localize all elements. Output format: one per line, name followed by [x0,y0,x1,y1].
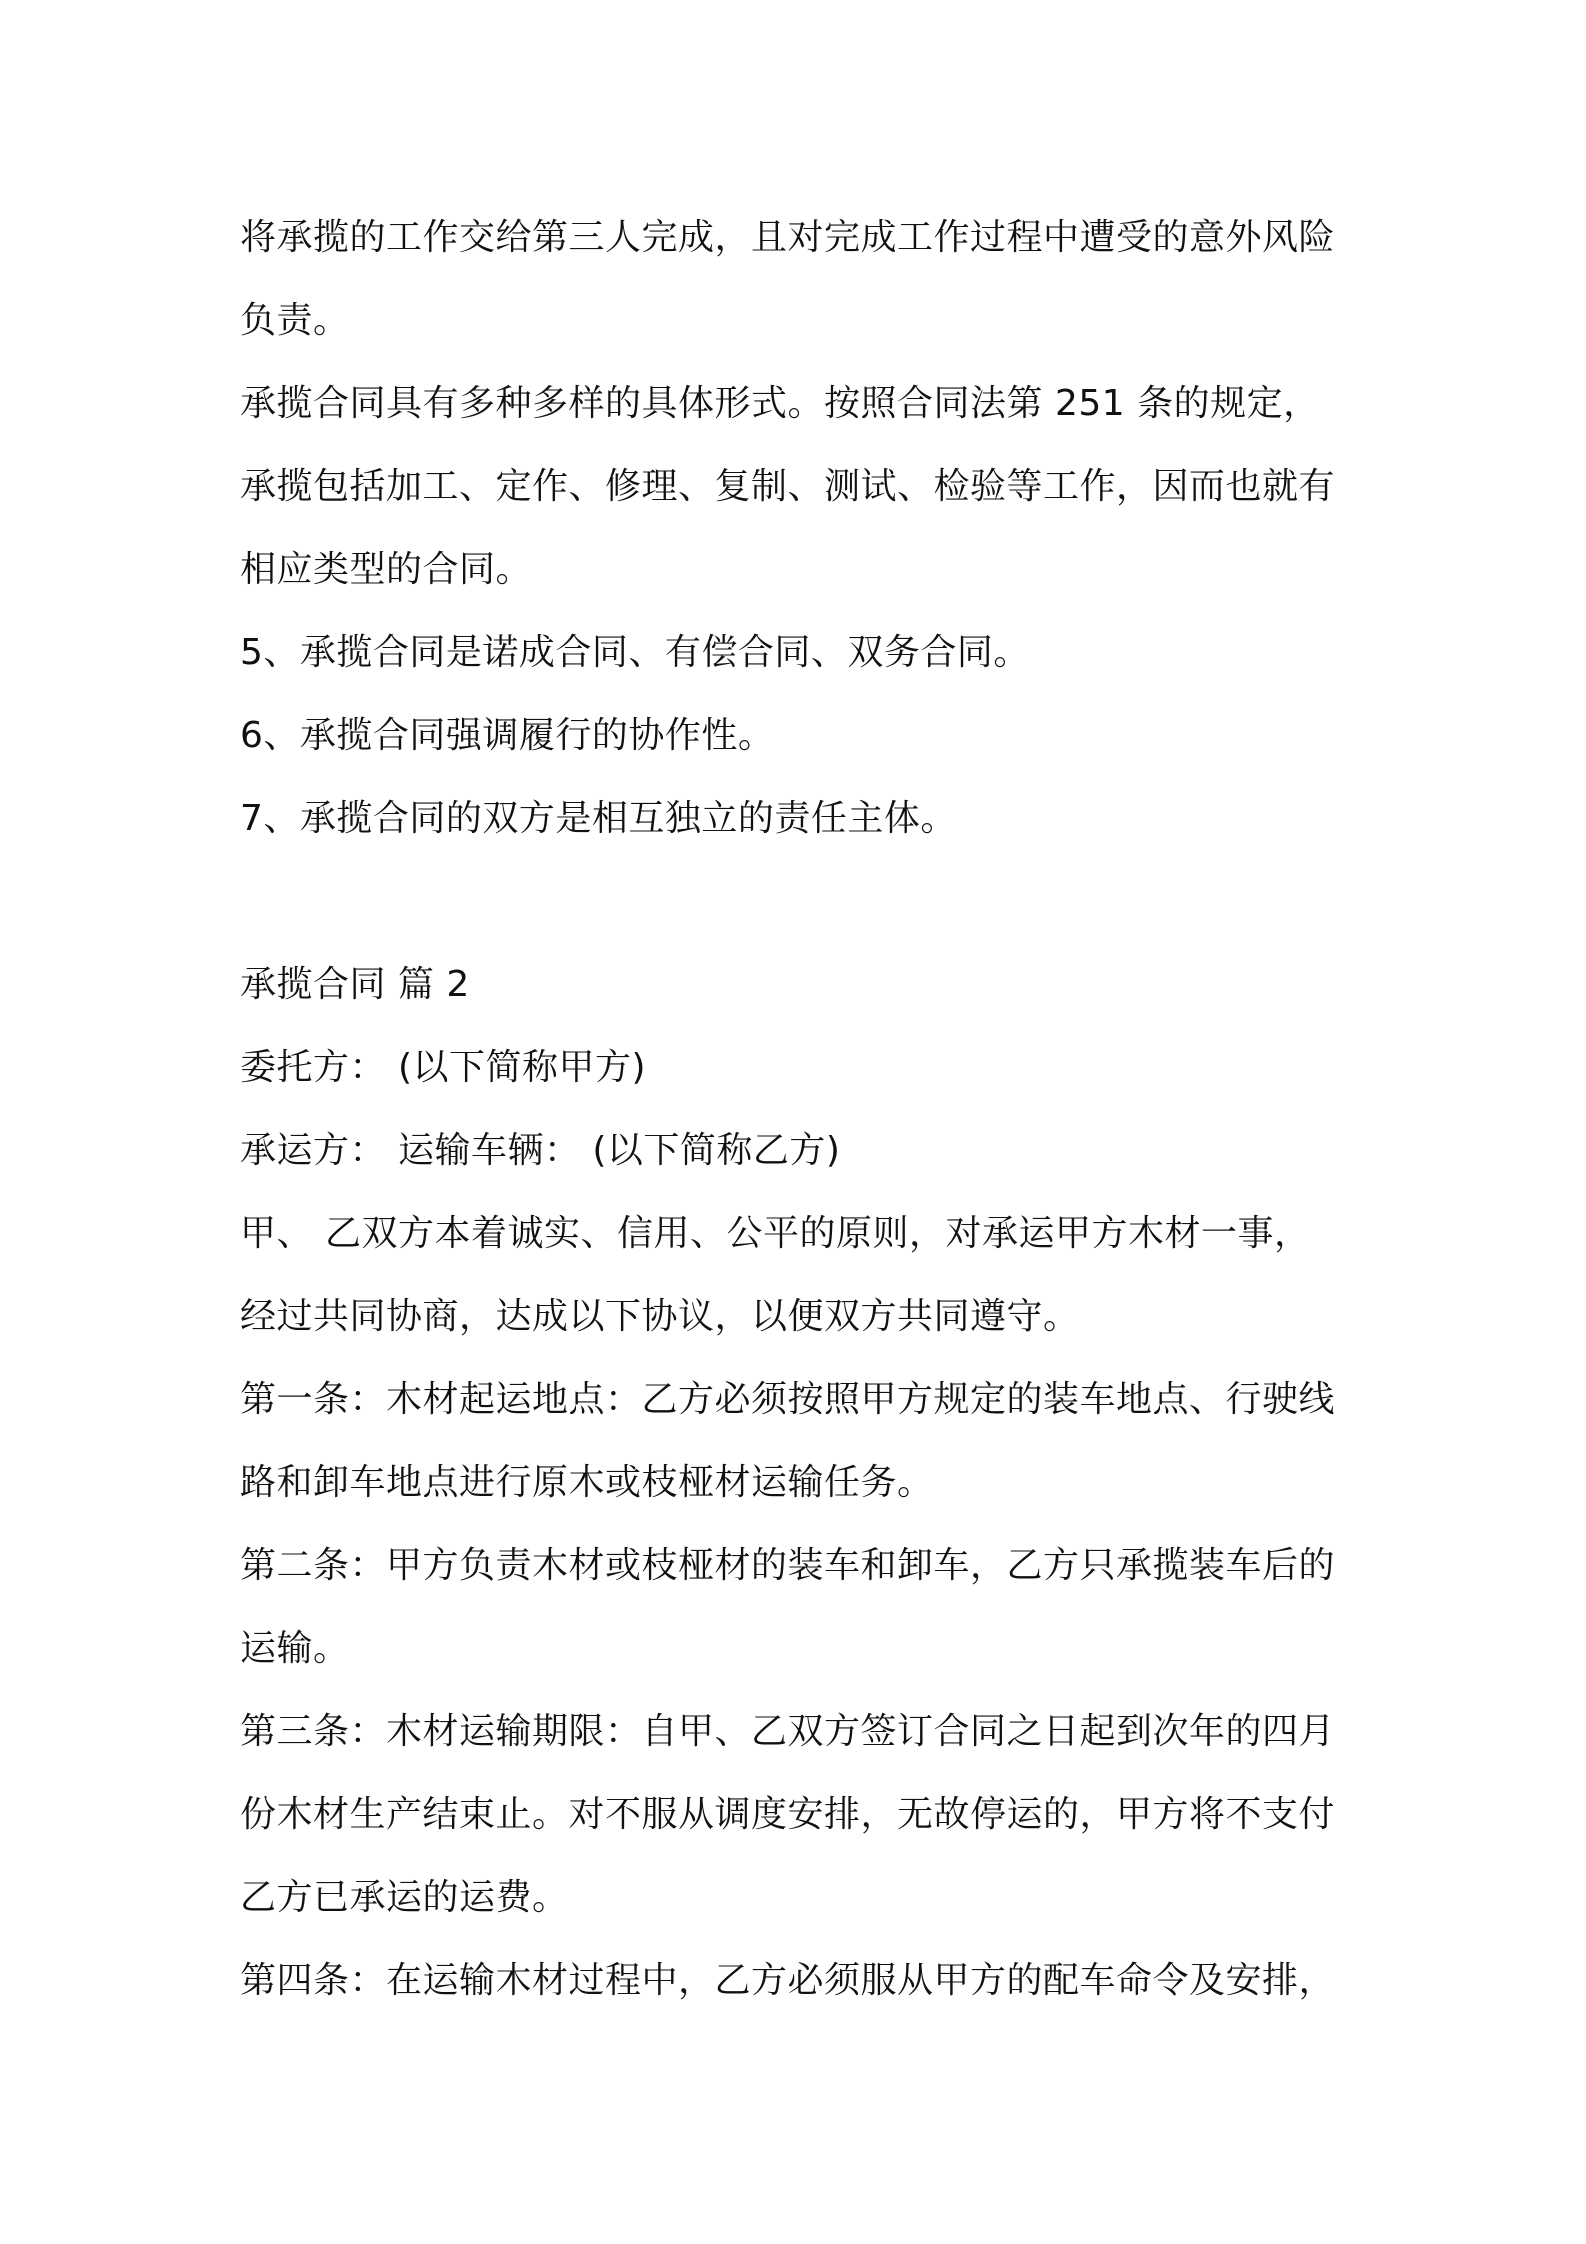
paragraph-line: 将承揽的工作交给第三人完成，且对完成工作过程中遭受的意外风险 [240,217,1336,258]
paragraph-line: 经过共同协商，达成以下协议，以便双方共同遵守。 [240,1296,1080,1337]
list-item: 7、承揽合同的双方是相互独立的责任主体。 [240,798,957,839]
party-line: 承运方： 运输车辆： (以下简称乙方) [240,1130,841,1171]
paragraph-line: 甲、 乙双方本着诚实、信用、公平的原则，对承运甲方木材一事， [240,1213,1311,1254]
paragraph-line: 承揽包括加工、定作、修理、复制、测试、检验等工作，因而也就有 [240,466,1336,507]
article-line: 路和卸车地点进行原木或枝桠材运输任务。 [240,1462,934,1503]
article-line: 第二条：甲方负责木材或枝桠材的装车和卸车，乙方只承揽装车后的 [240,1545,1336,1586]
document-body [240,196,1350,2022]
article-line: 第四条：在运输木材过程中，乙方必须服从甲方的配车命令及安排， [240,1960,1336,2001]
article-line: 第一条：木材起运地点：乙方必须按照甲方规定的装车地点、行驶线 [240,1379,1336,1420]
article-line: 第三条：木材运输期限：自甲、乙双方签订合同之日起到次年的四月 [240,1711,1336,1752]
section-heading: 承揽合同 篇 2 [240,964,470,1005]
article-line: 运输。 [240,1628,350,1669]
party-line: 委托方： (以下简称甲方) [240,1047,647,1088]
list-item: 5、承揽合同是诺成合同、有偿合同、双务合同。 [240,632,1030,673]
paragraph-line: 承揽合同具有多种多样的具体形式。按照合同法第 251 条的规定， [240,383,1320,424]
article-line: 份木材生产结束止。对不服从调度安排，无故停运的，甲方将不支付 [240,1794,1336,1835]
paragraph-line: 负责。 [240,300,350,341]
article-line: 乙方已承运的运费。 [240,1877,569,1918]
list-item: 6、承揽合同强调履行的协作性。 [240,715,775,756]
paragraph-line: 相应类型的合同。 [240,549,533,590]
